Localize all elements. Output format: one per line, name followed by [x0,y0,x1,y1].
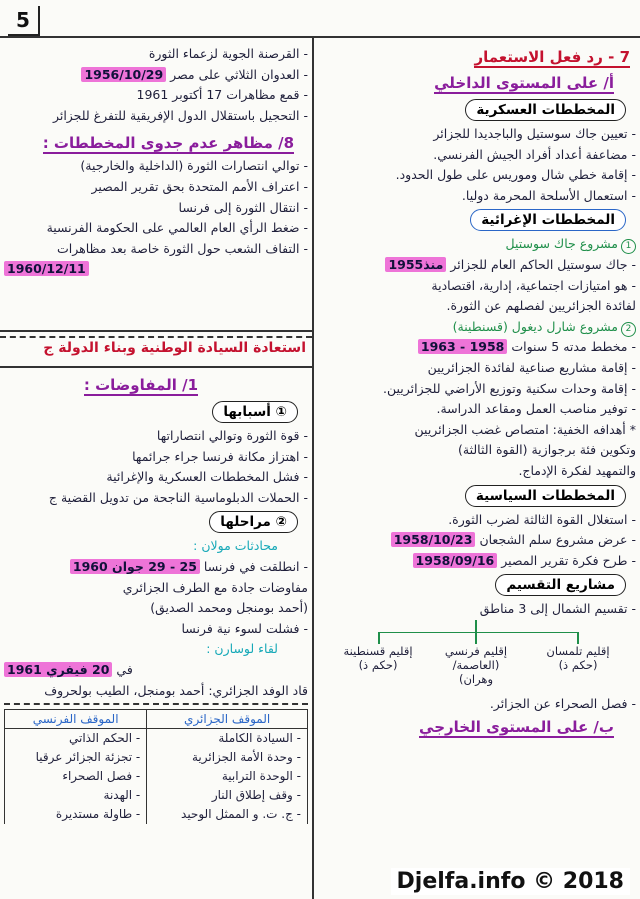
external-level-heading: ب/ على المستوى الخارجي [419,718,614,737]
table-cell: - وحدة الأمة الجزائرية [147,748,308,767]
sovereignty-title: استعادة السيادة الوطنية وبناء الدولة ج [43,340,306,356]
diagram-leg [577,632,579,644]
soustelle-item: - هو امتيازات اجتماعية، إدارية، اقتصادية [431,277,636,293]
constantine-item: - إقامة مشاريع صناعية لفائدة الجزائريين [427,359,636,375]
table-header: الموقف الجزائري [147,710,308,729]
peace-date: 1958/10/23 [391,532,476,547]
diagram-branch [378,632,578,634]
soustelle-title: 1مشروع جاك سوستيل [318,234,636,255]
failure-item: - انتقال الثورة إلى فرنسا [178,199,308,215]
table-cell: - الهدنة [5,786,147,805]
failure-date-line [4,259,308,280]
military-item: - استعمال الأسلحة المحرمة دوليا. [461,187,636,203]
seduction-plans-box: المخططات الإغرائية [470,209,626,231]
table-cell: - السيادة الكاملة [147,729,308,749]
military-item: - تعيين جاك سوستيل والباجديدا للجزائر [433,126,636,141]
constantine-item: - إقامة وحدات سكنية وتوزيع الأراضي للجزائريين. [383,380,636,396]
top-item: - التحجيل باستقلال الدول الإفريقية للتفرغ للجزائر [52,107,308,123]
self-determination-date: 1958/09/16 [413,553,498,568]
sahara-item: - فصل الصحراء عن الجزائر. [489,695,636,711]
failure-item: - ضغط الرأي العام العالمي على الحكومة الفرنسية [46,220,308,236]
top-item: - العدوان الثلاثي على مصر 1956/10/29 [4,65,308,86]
failure-item: - اعتراف الأمم المتحدة بحق تقرير المصير [91,178,308,194]
soustelle-date: منذ1955 [385,257,446,272]
soustelle-item: لفائدة الجزائريين لفصلهم عن الثورة. [446,298,636,314]
table-cell: - ج. ت. و الممثل الوحيد [147,805,308,824]
melun-item: مفاوضات جادة مع الطرف الجزائري [122,579,308,595]
table-cell: - الوحدة الترابية [147,767,308,786]
constantine-item: - توفير مناصب العمل ومقاعد الدراسة. [436,401,636,417]
dashed-rule [4,703,308,705]
lugrin-date: 20 فيفري 1961 [4,662,112,677]
failure-item: - التفاف الشعب حول الثورة خاصة بعد مظاهرات [57,240,308,256]
melun-item: - فشلت لسوء نية فرنسا [181,620,308,636]
page-number: 5 [8,6,40,36]
positions-table [4,709,308,824]
lugrin-delegation: قاد الوفد الجزائري: أحمد بومنجل، الطيب بولحروف [44,682,308,698]
partition-diagram [318,620,636,694]
table-cell: - طاولة مستديرة [5,805,147,824]
constantine-date: 1958 - 1963 [418,339,508,354]
table-cell: - تجزئة الجزائر عرقيا [5,748,147,767]
failure-heading: 8/ مظاهر عدم جدوى المخططات : [42,134,294,153]
political-plans-box: المخططات السياسية [465,485,626,507]
demonstrations-date: 1960/12/11 [4,261,89,276]
table-cell: - فصل الصحراء [5,767,147,786]
band-dashed-rule [0,336,312,338]
failure-item: - توالي انتصارات الثورة (الداخلية والخارجية) [80,158,308,174]
negotiations-heading: 1/ المفاوضات : [83,376,198,394]
section-band [0,330,312,368]
diagram-leg [378,632,380,644]
military-item: - مضاعفة أعداد أفراد الجيش الفرنسي. [433,146,636,162]
table-header: الموقف الفرنسي [5,710,147,729]
table-row [5,805,308,824]
diagram-leg [475,632,477,644]
cause-item: - فشل المخططات العسكرية والإغرائية [106,469,308,485]
melun-date: 25 - 29 جوان 1960 [70,559,200,574]
partition-box: مشاريع التقسيم [495,574,626,596]
watermark: Djelfa.info © 2018 [391,868,630,895]
politics-item: - استغلال القوة الثالثة لضرب الثورة. [448,511,636,527]
constantine-item: وتكوين فئة برجوازية (القوة الثالثة) [458,442,636,458]
table-row [5,767,308,786]
soustelle-item: - جاك سوستيل الحاكم العام للجزائر منذ1955 [318,255,636,276]
region-label: إقليم فرنسي (العاصمة/وهران) [444,643,508,686]
table-row [5,729,308,749]
military-item: - إقامة خطي شال وموريس على طول الحدود. [395,167,636,183]
politics-item: - طرح فكرة تقرير المصير 1958/09/16 [318,551,636,572]
constantine-item: * أهدافه الخفية: امتصاص غضب الجزائريين [414,421,636,437]
top-item: - قمع مظاهرات 17 أكتوبر 1961 [136,87,308,103]
cause-item: - اهتزاز مكانة فرنسا جراء جرائمها [132,448,308,464]
region-label: إقليم قسنطينة (حكم ذ) [343,643,413,672]
partition-intro: - تقسيم الشمال إلى 3 مناطق [479,601,636,617]
military-plans-box: المخططات العسكرية [465,99,626,121]
table-row [5,748,308,767]
negotiations-section [4,372,308,824]
region-label: إقليم تلمسان (حكم ذ) [546,643,610,672]
constantine-title: 2مشروع شارل ديغول (قسنطينة) [318,317,636,338]
suez-date: 1956/10/29 [81,67,166,82]
right-column [318,44,636,740]
top-rule [0,36,640,38]
column-divider [312,36,314,899]
left-column [4,44,308,280]
diagram-stem [475,620,477,632]
causes-box: ① أسبابها [212,401,298,423]
stages-box: ② مراحلها [209,511,298,533]
melun-item: - انطلقت في فرنسا 25 - 29 جوان 1960 [4,557,308,578]
top-item: - القرصنة الجوية لزعماء الثورة [148,46,308,61]
politics-item: - عرض مشروع سلم الشجعان 1958/10/23 [318,530,636,551]
table-cell: - وقف إطلاق النار [147,786,308,805]
constantine-item: والتمهيد لفكرة الإدماج. [518,462,636,478]
cause-item: - الحملات الدبلوماسية الناجحة من تدويل القضية ج [48,489,308,505]
table-cell: - الحكم الذاتي [5,729,147,749]
melun-title: محادثات مولان : [193,538,278,554]
lugrin-date-line: في 20 فيفري 1961 [4,660,308,681]
cause-item: - قوة الثورة وتوالي انتصاراتها [156,428,308,443]
colonial-reaction-heading: 7 - رد فعل الاستعمار [474,48,630,66]
lugrin-title: لقاء لوسارن : [206,641,278,657]
internal-level-heading: أ/ على المستوى الداخلي [434,74,614,92]
constantine-item: - مخطط مدته 5 سنوات 1958 - 1963 [318,337,636,358]
table-row [5,786,308,805]
melun-item: (أحمد بومنجل ومحمد الصديق) [150,600,308,616]
